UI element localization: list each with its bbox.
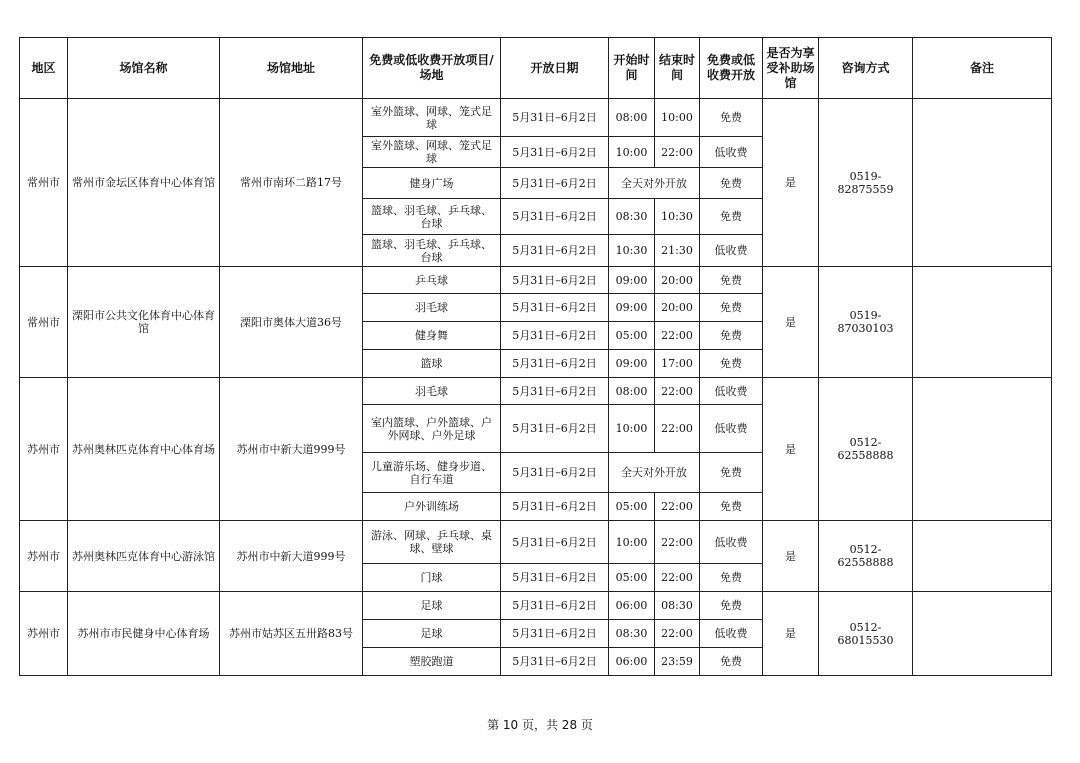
start-time-cell: 05:00 [609,322,655,350]
region-cell: 苏州市 [20,378,68,521]
dates-cell: 5月31日–6月2日 [501,137,609,168]
notes-cell [913,378,1052,521]
fee-cell: 免费 [700,592,763,620]
dates-cell: 5月31日–6月2日 [501,294,609,322]
notes-cell [913,592,1052,676]
contact-cell: 0512-62558888 [819,378,913,521]
venue-address-cell: 苏州市中新大道999号 [220,521,363,592]
end-time-cell: 22:00 [655,564,700,592]
project-cell: 乒乓球 [363,267,501,294]
dates-cell: 5月31日–6月2日 [501,453,609,493]
project-cell: 羽毛球 [363,294,501,322]
table-row [20,592,1052,620]
subsidy-cell: 是 [763,521,819,592]
start-time-cell: 10:30 [609,235,655,267]
venue-table [19,37,1052,676]
region-cell: 常州市 [20,99,68,267]
header-contact: 咨询方式 [819,38,913,99]
header-dates: 开放日期 [501,38,609,99]
start-time-cell: 09:00 [609,267,655,294]
dates-cell: 5月31日–6月2日 [501,620,609,648]
table-row [20,378,1052,405]
start-time-cell: 10:00 [609,521,655,564]
header-row [20,38,1052,99]
fee-cell: 免费 [700,564,763,592]
venue-name-cell: 苏州奥林匹克体育中心体育场 [68,378,220,521]
notes-cell [913,267,1052,378]
project-cell: 篮球、羽毛球、乒乓球、台球 [363,199,501,235]
end-time-cell: 22:00 [655,137,700,168]
start-time-cell: 05:00 [609,564,655,592]
project-cell: 室外篮球、网球、笼式足球 [363,137,501,168]
page-footer: 第 10 页，共 28 页 [487,718,593,732]
dates-cell: 5月31日–6月2日 [501,350,609,378]
project-cell: 门球 [363,564,501,592]
table-row [20,267,1052,294]
header-address: 场馆地址 [220,38,363,99]
end-time-cell: 22:00 [655,521,700,564]
dates-cell: 5月31日–6月2日 [501,378,609,405]
dates-cell: 5月31日–6月2日 [501,322,609,350]
header-project: 免费或低收费开放项目/场地 [363,38,501,99]
venue-address-cell: 苏州市中新大道999号 [220,378,363,521]
end-time-cell: 21:30 [655,235,700,267]
start-time-cell: 08:00 [609,99,655,137]
fee-cell: 低收费 [700,521,763,564]
table-row [20,521,1052,564]
header-start: 开始时间 [609,38,655,99]
dates-cell: 5月31日–6月2日 [501,235,609,267]
project-cell: 户外训练场 [363,493,501,521]
region-cell: 苏州市 [20,521,68,592]
header-subsidy: 是否为享受补助场馆 [763,38,819,99]
contact-cell: 0519-87030103 [819,267,913,378]
start-time-cell: 06:00 [609,592,655,620]
header-name: 场馆名称 [68,38,220,99]
fee-cell: 低收费 [700,137,763,168]
start-time-cell: 10:00 [609,137,655,168]
header-fee: 免费或低收费开放 [700,38,763,99]
contact-cell: 0519-82875559 [819,99,913,267]
fee-cell: 免费 [700,648,763,676]
project-cell: 篮球 [363,350,501,378]
contact-cell: 0512-68015530 [819,592,913,676]
project-cell: 足球 [363,592,501,620]
project-cell: 健身广场 [363,168,501,199]
venue-address-cell: 溧阳市奥体大道36号 [220,267,363,378]
subsidy-cell: 是 [763,267,819,378]
project-cell: 羽毛球 [363,378,501,405]
header-end: 结束时间 [655,38,700,99]
project-cell: 儿童游乐场、健身步道、自行车道 [363,453,501,493]
start-time-cell: 09:00 [609,350,655,378]
project-cell: 塑胶跑道 [363,648,501,676]
dates-cell: 5月31日–6月2日 [501,168,609,199]
fee-cell: 免费 [700,493,763,521]
notes-cell [913,521,1052,592]
notes-cell [913,99,1052,267]
end-time-cell: 10:00 [655,99,700,137]
venue-name-cell: 常州市金坛区体育中心体育馆 [68,99,220,267]
project-cell: 篮球、羽毛球、乒乓球、台球 [363,235,501,267]
end-time-cell: 22:00 [655,322,700,350]
dates-cell: 5月31日–6月2日 [501,592,609,620]
venue-address-cell: 苏州市姑苏区五卅路83号 [220,592,363,676]
dates-cell: 5月31日–6月2日 [501,521,609,564]
end-time-cell: 22:00 [655,378,700,405]
end-time-cell: 10:30 [655,199,700,235]
subsidy-cell: 是 [763,378,819,521]
fee-cell: 免费 [700,267,763,294]
end-time-cell: 20:00 [655,267,700,294]
venue-name-cell: 苏州奥林匹克体育中心游泳馆 [68,521,220,592]
allday-cell: 全天对外开放 [609,453,700,493]
project-cell: 健身舞 [363,322,501,350]
start-time-cell: 08:30 [609,620,655,648]
subsidy-cell: 是 [763,99,819,267]
venue-name-cell: 苏州市市民健身中心体育场 [68,592,220,676]
end-time-cell: 22:00 [655,493,700,521]
dates-cell: 5月31日–6月2日 [501,648,609,676]
dates-cell: 5月31日–6月2日 [501,267,609,294]
region-cell: 苏州市 [20,592,68,676]
contact-cell: 0512-62558888 [819,521,913,592]
header-region: 地区 [20,38,68,99]
allday-cell: 全天对外开放 [609,168,700,199]
dates-cell: 5月31日–6月2日 [501,564,609,592]
end-time-cell: 20:00 [655,294,700,322]
fee-cell: 免费 [700,453,763,493]
end-time-cell: 08:30 [655,592,700,620]
fee-cell: 低收费 [700,378,763,405]
fee-cell: 低收费 [700,620,763,648]
dates-cell: 5月31日–6月2日 [501,405,609,453]
region-cell: 常州市 [20,267,68,378]
fee-cell: 低收费 [700,405,763,453]
fee-cell: 免费 [700,294,763,322]
dates-cell: 5月31日–6月2日 [501,493,609,521]
header-notes: 备注 [913,38,1052,99]
end-time-cell: 22:00 [655,405,700,453]
fee-cell: 低收费 [700,235,763,267]
start-time-cell: 06:00 [609,648,655,676]
start-time-cell: 05:00 [609,493,655,521]
fee-cell: 免费 [700,168,763,199]
fee-cell: 免费 [700,322,763,350]
end-time-cell: 22:00 [655,620,700,648]
start-time-cell: 08:30 [609,199,655,235]
project-cell: 游泳、网球、乒乓球、桌球、壁球 [363,521,501,564]
venue-address-cell: 常州市南环二路17号 [220,99,363,267]
start-time-cell: 09:00 [609,294,655,322]
project-cell: 室外篮球、网球、笼式足球 [363,99,501,137]
fee-cell: 免费 [700,99,763,137]
start-time-cell: 08:00 [609,378,655,405]
start-time-cell: 10:00 [609,405,655,453]
project-cell: 足球 [363,620,501,648]
fee-cell: 免费 [700,350,763,378]
venue-name-cell: 溧阳市公共文化体育中心体育馆 [68,267,220,378]
subsidy-cell: 是 [763,592,819,676]
table-body [20,99,1052,676]
table-row [20,99,1052,137]
end-time-cell: 17:00 [655,350,700,378]
end-time-cell: 23:59 [655,648,700,676]
project-cell: 室内篮球、户外篮球、户外网球、户外足球 [363,405,501,453]
fee-cell: 免费 [700,199,763,235]
dates-cell: 5月31日–6月2日 [501,199,609,235]
dates-cell: 5月31日–6月2日 [501,99,609,137]
